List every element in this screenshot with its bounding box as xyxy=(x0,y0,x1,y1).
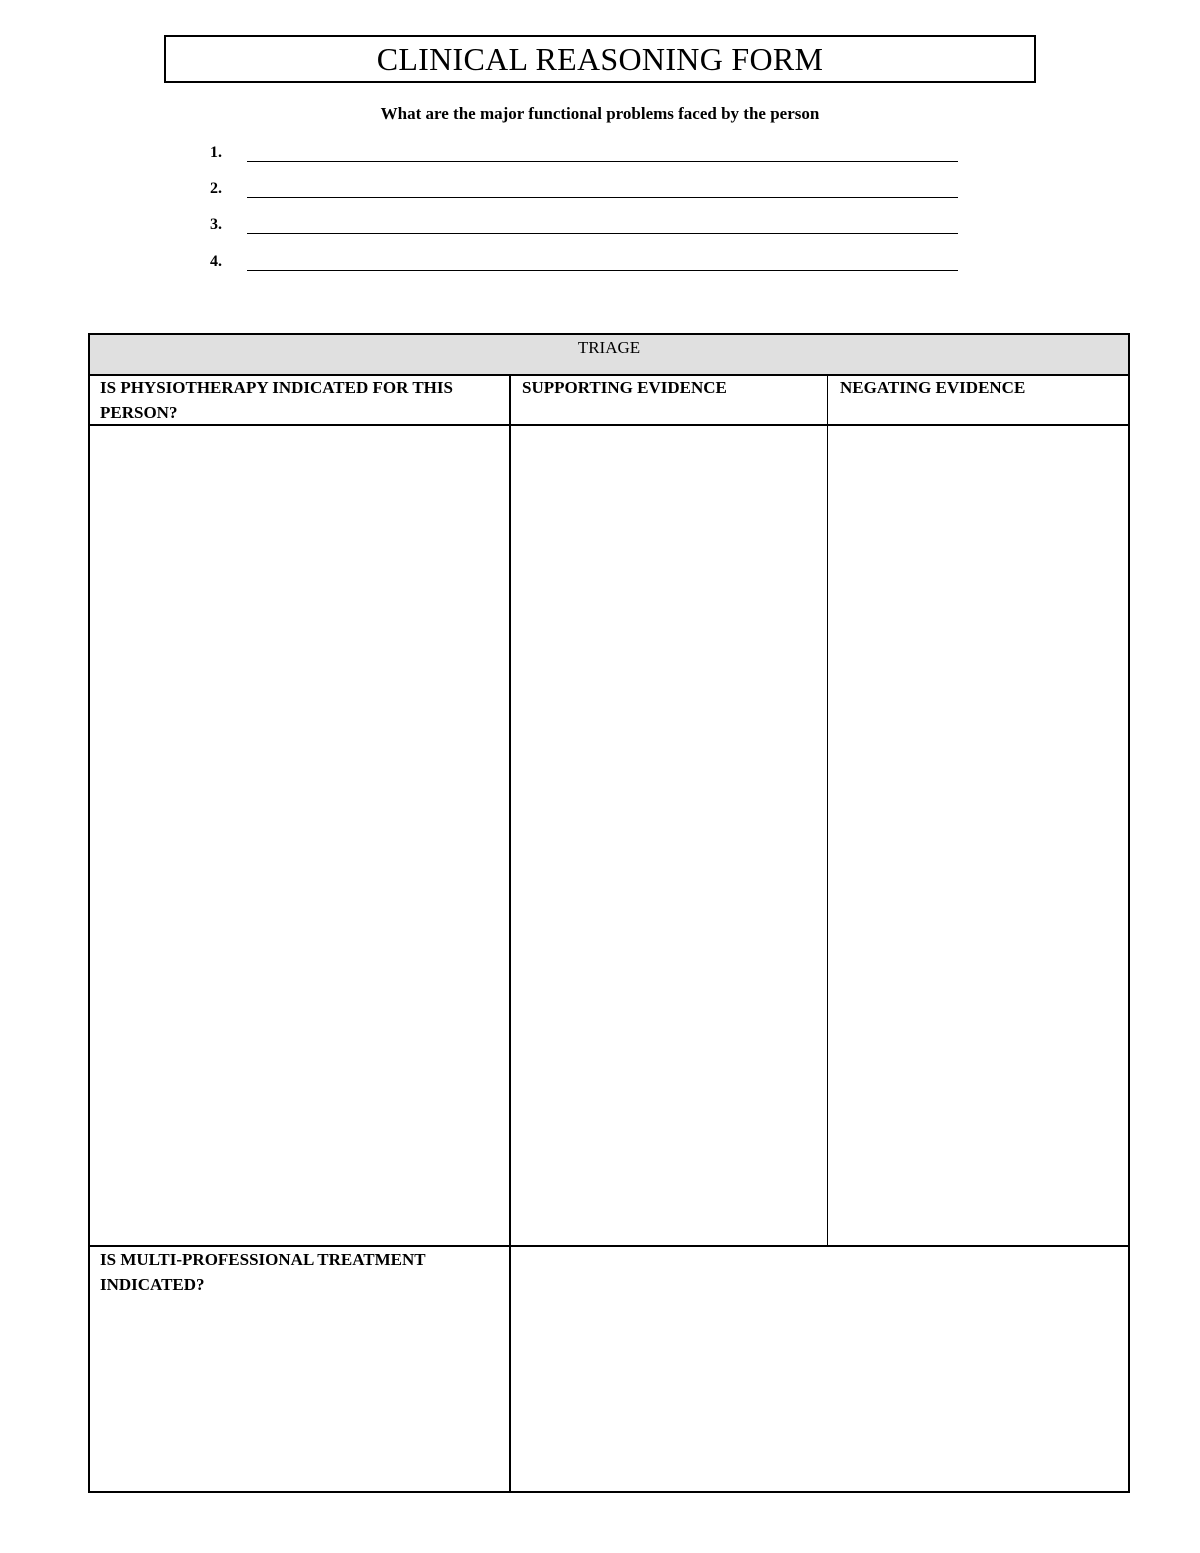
problem-line-number: 1. xyxy=(210,144,222,161)
problem-line-rule[interactable] xyxy=(247,197,958,198)
problem-line-4[interactable] xyxy=(210,253,970,277)
problem-line-rule[interactable] xyxy=(247,233,958,234)
form-title-box xyxy=(164,35,1036,83)
form-title: CLINICAL REASONING FORM xyxy=(376,41,824,77)
problem-line-rule[interactable] xyxy=(247,161,958,162)
functional-problems-question: What are the major functional problems faced by the person xyxy=(380,104,820,123)
physiotherapy-indicated-answer-area[interactable] xyxy=(90,426,509,1245)
problem-line-number: 4. xyxy=(210,253,222,270)
triage-header: TRIAGE xyxy=(90,335,1128,376)
multi-professional-label: IS MULTI-PROFESSIONAL TREATMENT INDICATED? xyxy=(100,1250,426,1294)
problem-line-2[interactable] xyxy=(210,180,970,204)
problem-line-3[interactable] xyxy=(210,216,970,240)
negating-evidence-area[interactable] xyxy=(829,426,1128,1245)
column-divider-2 xyxy=(827,376,828,1247)
supporting-evidence-header: SUPPORTING EVIDENCE xyxy=(522,378,727,397)
supporting-evidence-area[interactable] xyxy=(511,426,827,1245)
physiotherapy-indicated-header: IS PHYSIOTHERAPY INDICATED FOR THIS PERSON? xyxy=(100,378,453,422)
multi-professional-answer-area[interactable] xyxy=(511,1247,1128,1491)
problem-line-number: 3. xyxy=(210,216,222,233)
triage-table xyxy=(88,333,1130,1493)
problem-line-rule[interactable] xyxy=(247,270,958,271)
negating-evidence-header: NEGATING EVIDENCE xyxy=(840,378,1026,397)
problem-line-1[interactable] xyxy=(210,144,970,168)
problem-line-number: 2. xyxy=(210,180,222,197)
